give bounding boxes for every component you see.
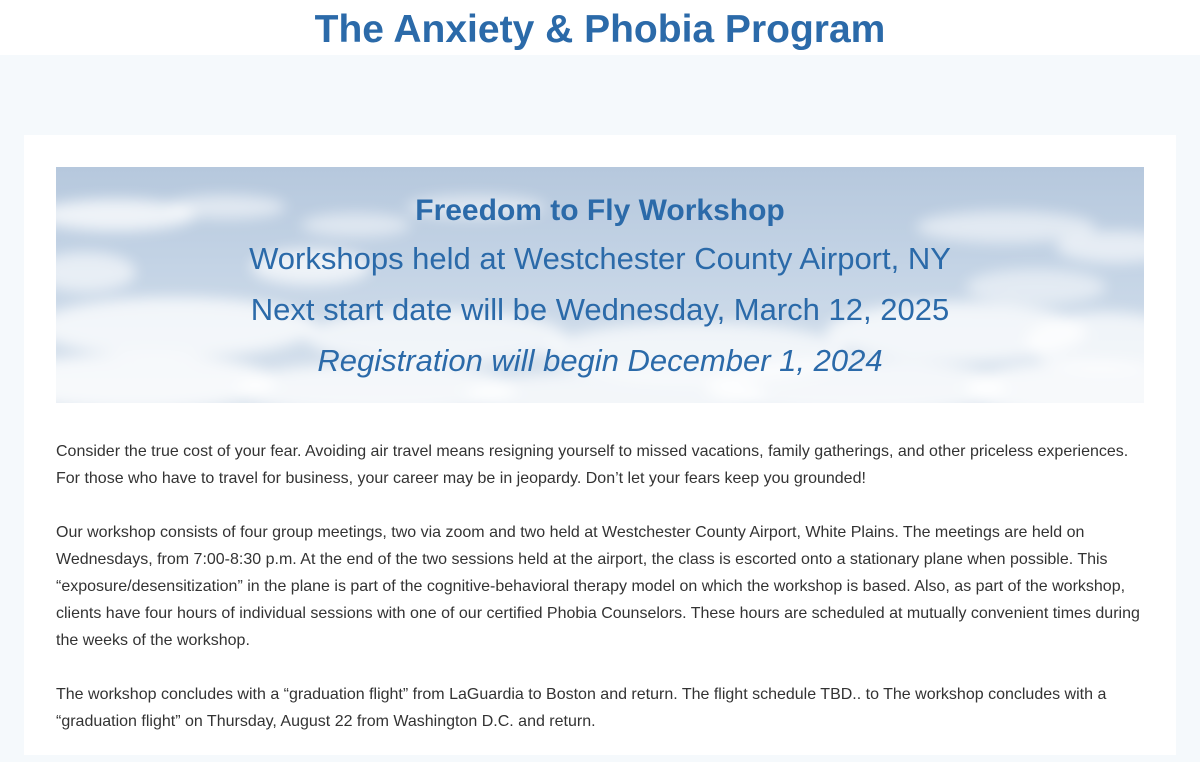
site-header <box>0 0 1200 55</box>
hero-banner <box>56 167 1144 403</box>
content-card <box>24 135 1176 755</box>
workshop-location: Workshops held at Westchester County Airport, NY <box>249 241 951 276</box>
hero-text <box>56 189 1144 386</box>
paragraph-cost-of-fear: Consider the true cost of your fear. Avoiding air travel means resigning yourself to missed vacations, family gatherings, and other priceless experiences. For those who have to travel for business, your career may be in jeopardy. Don’t let your fears keep you grounded! <box>56 443 1129 487</box>
paragraph-graduation-flight: The workshop concludes with a “graduation flight” from LaGuardia to Boston and return. The flight schedule TBD.. to The workshop concludes with a “graduation flight” on Thursday, August 22 from Washington D.C. and return. <box>56 686 1107 730</box>
paragraph-workshop-structure: Our workshop consists of four group meetings, two via zoom and two held at Westchester County Airport, White Plains. The meetings are held on Wednesdays, from 7:00-8:30 p.m. At the end of the two sessions held at the airport, the class is escorted onto a stationary plane when possible. This “exposure/desensitization” in the plane is part of the cognitive-behavioral therapy model on which the workshop is based. Also, as part of the workshop, clients have four hours of individual sessions with one of our certified Phobia Counselors. These hours are scheduled at mutually convenient times during the weeks of the workshop. <box>56 524 1140 649</box>
workshop-start-date: Next start date will be Wednesday, March 12, 2025 <box>250 292 950 327</box>
workshop-title: Freedom to Fly Workshop <box>415 194 785 227</box>
workshop-description <box>56 438 1144 762</box>
site-title[interactable]: The Anxiety & Phobia Program <box>314 8 886 51</box>
registration-date: Registration will begin December 1, 2024 <box>317 343 883 378</box>
